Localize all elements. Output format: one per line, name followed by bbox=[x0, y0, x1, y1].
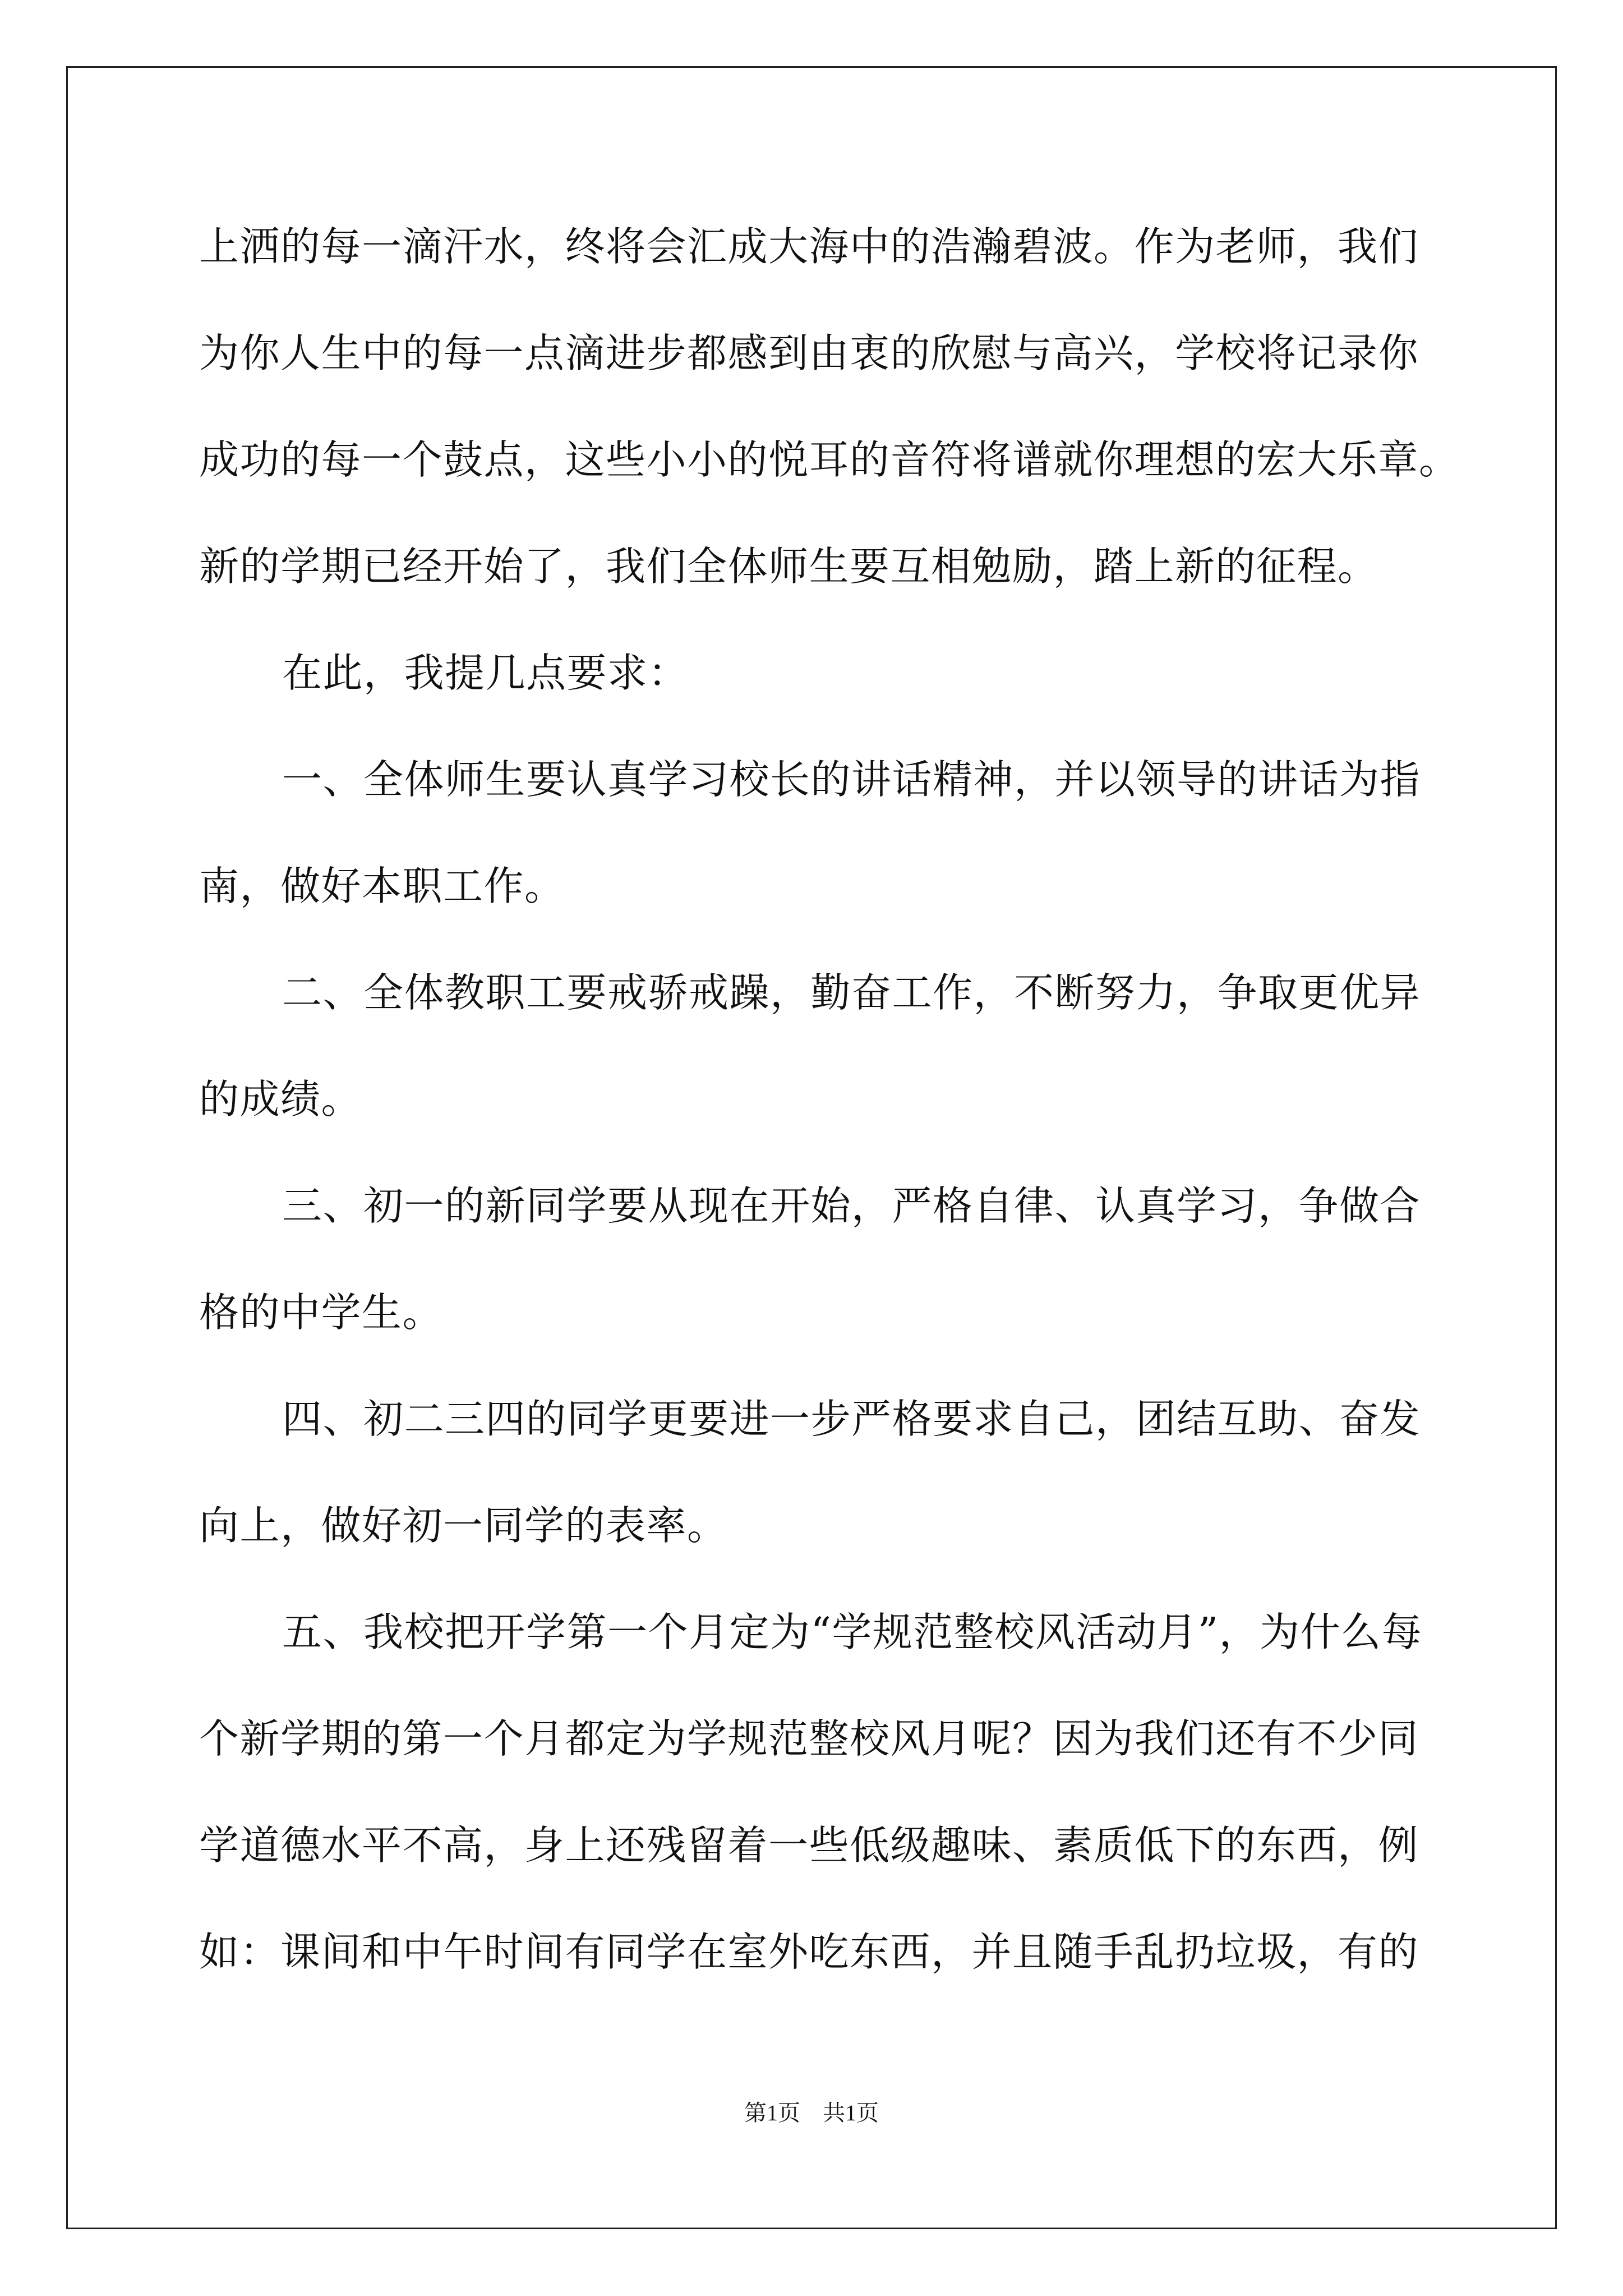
page-footer bbox=[0, 2095, 1623, 2127]
page-number: 第1页 bbox=[744, 2100, 800, 2125]
text-line: 的成绩。 bbox=[199, 1076, 362, 1122]
text-line: 四、初二三四的同学更要进一步严格要求自己，团结互助、奋发 bbox=[282, 1396, 1421, 1442]
text-line: 学道德水平不高，身上还残留着一些低级趣味、素质低下的东西，例 bbox=[199, 1822, 1419, 1869]
text-line: 在此，我提几点要求： bbox=[282, 650, 689, 696]
page-total: 共1页 bbox=[823, 2100, 879, 2125]
text-line: 南，做好本职工作。 bbox=[199, 863, 565, 909]
text-line: 为你人生中的每一点滴进步都感到由衷的欣慰与高兴，学校将记录你 bbox=[199, 330, 1419, 376]
text-line: 成功的每一个鼓点，这些小小的悦耳的音符将谱就你理想的宏大乐章。 bbox=[199, 436, 1460, 483]
text-line: 上洒的每一滴汗水，终将会汇成大海中的浩瀚碧波。作为老师，我们 bbox=[199, 223, 1419, 270]
text-line: 格的中学生。 bbox=[199, 1289, 444, 1336]
text-line: 一、全体师生要认真学习校长的讲话精神，并以领导的讲话为指 bbox=[282, 756, 1421, 803]
text-line: 向上，做好初一同学的表率。 bbox=[199, 1502, 728, 1549]
text-line: 个新学期的第一个月都定为学规范整校风月呢？因为我们还有不少同 bbox=[199, 1715, 1419, 1762]
text-line: 如：课间和中午时间有同学在室外吃东西，并且随手乱扔垃圾，有的 bbox=[199, 1929, 1419, 1975]
document-body bbox=[199, 216, 1460, 2028]
text-line: 五、我校把开学第一个月定为“学规范整校风活动月”，为什么每 bbox=[282, 1609, 1423, 1655]
text-line: 三、初一的新同学要从现在开始，严格自律、认真学习，争做合 bbox=[282, 1182, 1421, 1229]
text-line: 新的学期已经开始了，我们全体师生要互相勉励，踏上新的征程。 bbox=[199, 543, 1378, 590]
text-line: 二、全体教职工要戒骄戒躁，勤奋工作，不断努力，争取更优异 bbox=[282, 969, 1421, 1016]
